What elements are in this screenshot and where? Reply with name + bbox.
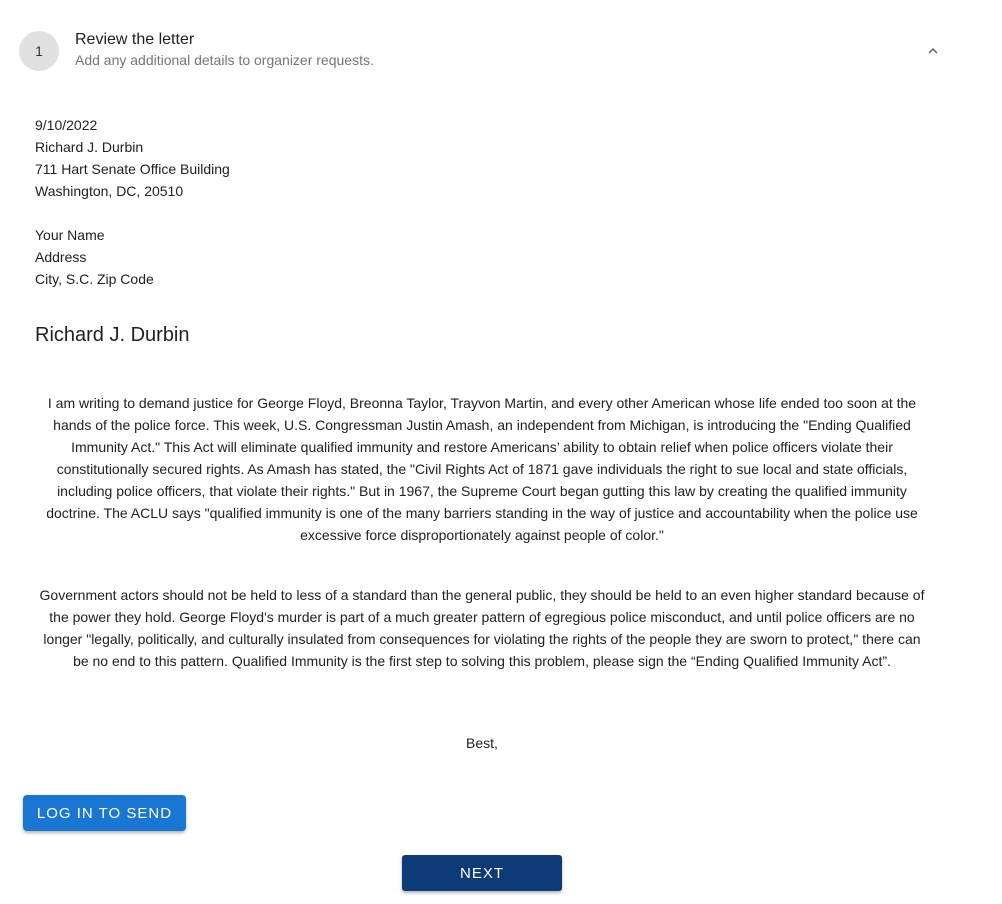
sender-address: Address [35, 249, 87, 265]
step-subtitle: Add any additional details to organizer requests. [75, 52, 374, 68]
letter-signoff: Best, [466, 735, 498, 751]
letter-paragraph-1: I am writing to demand justice for George Floyd, Breonna Taylor, Trayvon Martin, and every other American whose life ended too soon at the hands of the police force. This week, U.S. Congressman Justin Amash, an independent from Michigan, is introducing the "Ending Qualified Immunity Act." This Act will eliminate qualified immunity and restore Americans’ ability to obtain relief when police officers violate their constitutionally secured rights. As Amash has stated, the "Civil Rights Act of 1871 gave individuals the right to sue local and state officials, including police officers, that violate their rights." But in 1967, the Supreme Court began gutting this law by creating the qualified immunity doctrine. The ACLU says "qualified immunity is one of the many barriers standing in the way of justice and accountability when the police use excessive force disproportionately against people of color." [46, 395, 918, 543]
sender-city: City, S.C. Zip Code [35, 271, 154, 287]
next-button[interactable]: NEXT [402, 855, 562, 891]
step-number-badge: 1 [19, 31, 59, 71]
sender-name: Your Name [35, 227, 105, 243]
chevron-up-icon[interactable] [924, 42, 942, 60]
letter-address-block [35, 114, 230, 290]
recipient-address-line2: Washington, DC, 20510 [35, 183, 184, 199]
letter-date: 9/10/2022 [35, 117, 98, 133]
recipient-address-line1: 711 Hart Senate Office Building [35, 161, 230, 177]
recipient-name: Richard J. Durbin [35, 139, 144, 155]
step-header[interactable] [0, 0, 1002, 100]
letter-heading: Richard J. Durbin [35, 324, 190, 346]
letter-paragraph-2: Government actors should not be held to less of a standard than the general public, they should be held to an even higher standard because of the power they hold. George Floyd's murder is part of a much greater pattern of egregious police misconduct, and until police officers are no longer "legally, politically, and culturally insulated from consequences for violating the rights of the people they are sworn to protect," there can be no end to this pattern. Qualified Immunity is the first step to solving this problem, please sign the “Ending Qualified Immunity Act”. [39, 587, 925, 669]
address-spacer [35, 202, 230, 224]
step-title: Review the letter [75, 31, 195, 48]
log-in-to-send-button[interactable]: LOG IN TO SEND [23, 795, 186, 831]
